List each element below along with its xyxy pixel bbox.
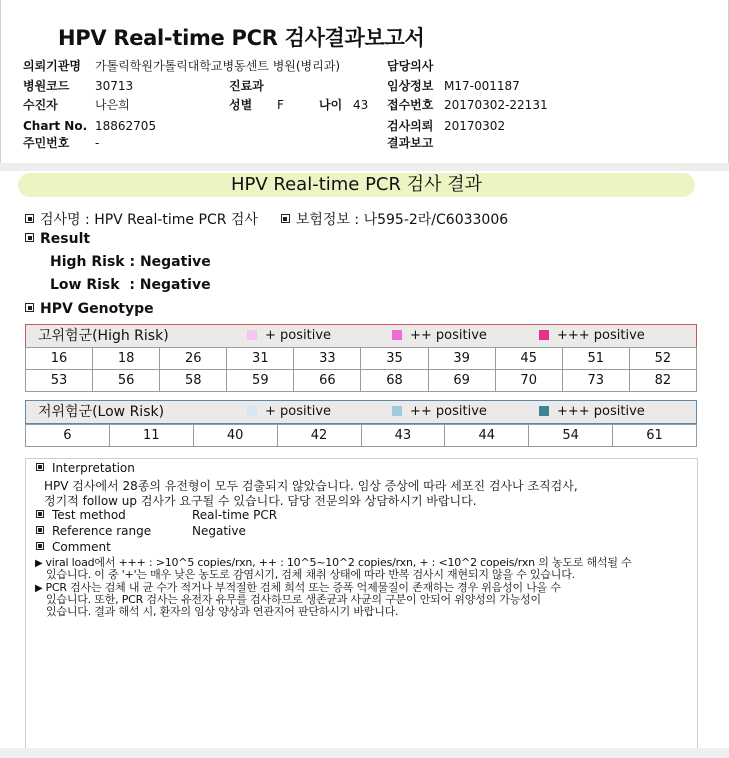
- clinical-info-value: M17-001187: [444, 79, 520, 93]
- test-info-line: [25, 209, 508, 229]
- clinical-info-label: 임상정보: [387, 79, 434, 93]
- bullet-square-icon: [281, 214, 290, 223]
- hospital-code-value: 30713: [95, 79, 134, 93]
- genotype-cell: 82: [629, 370, 696, 392]
- legend-swatch-icon: [539, 330, 549, 340]
- genotype-cell: 56: [93, 370, 160, 392]
- header-row-4: [23, 119, 713, 133]
- table-row: [26, 348, 697, 370]
- low-risk-group-title: 저위험군(Low Risk): [38, 404, 165, 420]
- genotype-cell: 16: [26, 348, 93, 370]
- doctor-label: 담당의사: [387, 59, 434, 73]
- genotype-cell: 33: [294, 348, 361, 370]
- request-date-value: 20170302: [444, 119, 506, 133]
- section-separator: [0, 163, 729, 171]
- low-risk-genotype-table: [25, 424, 697, 447]
- bullet-square-icon: [25, 233, 34, 242]
- comment-heading: Comment: [36, 540, 111, 554]
- high-risk-legend-plusplusplus: +++ positive: [539, 328, 645, 343]
- genotype-cell: 35: [361, 348, 428, 370]
- comment-note-2-cont-1: 있습니다. 또한, PCR 검사는 유전자 유무를 검사하므로 생존균과 사균의 구분이 안되어 위양성의 가능성이: [46, 593, 541, 606]
- high-risk-result: High Risk : Negative: [50, 254, 211, 270]
- genotype-cell: 69: [428, 370, 495, 392]
- legend-swatch-icon: [392, 330, 402, 340]
- comment-note-2-cont-2: 있습니다. 결과 해석 시, 환자의 임상 양상과 연관지어 판단하시기 바랍니다.: [46, 605, 399, 618]
- request-date-label: 검사의뢰: [387, 119, 434, 133]
- age-value: 43: [353, 98, 369, 112]
- genotype-cell: 43: [361, 425, 445, 447]
- insurance-info: 보험정보 : 나595-2라/C6033006: [295, 212, 509, 228]
- genotype-cell: 61: [613, 425, 697, 447]
- genotype-cell: 53: [26, 370, 93, 392]
- genotype-cell: 31: [227, 348, 294, 370]
- chart-value: 18862705: [95, 119, 157, 133]
- reference-range-row: [36, 524, 356, 539]
- table-row: [26, 425, 697, 447]
- result-heading: Result: [25, 231, 90, 247]
- legend-swatch-icon: [392, 406, 402, 416]
- sex-value: F: [277, 98, 284, 112]
- genotype-cell: 18: [93, 348, 160, 370]
- genotype-cell: 40: [193, 425, 277, 447]
- institution-label: 의뢰기관명: [23, 59, 81, 73]
- genotype-cell: 54: [529, 425, 613, 447]
- patient-label: 수진자: [23, 98, 58, 112]
- bullet-square-icon: [25, 303, 34, 312]
- genotype-cell: 11: [109, 425, 193, 447]
- low-risk-legend-plusplusplus: +++ positive: [539, 404, 645, 419]
- test-name: 검사명 : HPV Real-time PCR 검사: [40, 212, 258, 228]
- receipt-value: 20170302-22131: [444, 98, 548, 112]
- bullet-square-icon: [36, 542, 44, 550]
- table-row: [26, 370, 697, 392]
- genotype-cell: 44: [445, 425, 529, 447]
- report-label: 결과보고: [387, 136, 434, 150]
- genotype-cell: 26: [160, 348, 227, 370]
- comment-note-2: ▶ PCR 검사는 검체 내 균 수가 적거나 부적절한 검체 희석 또는 증폭 억제물질이 존재하는 경우 위음성이 나올 수: [35, 581, 561, 594]
- bullet-square-icon: [36, 510, 44, 518]
- department-label: 진료과: [229, 79, 264, 93]
- legend-swatch-icon: [247, 406, 257, 416]
- low-risk-result: Low Risk : Negative: [50, 277, 211, 293]
- genotype-cell: 58: [160, 370, 227, 392]
- result-banner: HPV Real-time PCR 검사 결과: [18, 173, 695, 197]
- genotype-heading: HPV Genotype: [25, 301, 154, 317]
- bullet-square-icon: [36, 463, 44, 471]
- resident-label: 주민번호: [23, 136, 70, 150]
- test-method-row: [36, 508, 356, 523]
- header-row-2: [23, 79, 713, 93]
- genotype-cell: 73: [562, 370, 629, 392]
- genotype-cell: 68: [361, 370, 428, 392]
- genotype-cell: 42: [277, 425, 361, 447]
- genotype-cell: 66: [294, 370, 361, 392]
- high-risk-legend-plusplus: ++ positive: [392, 328, 487, 343]
- header-row-3: [23, 98, 713, 112]
- high-risk-group-title: 고위험군(High Risk): [38, 328, 169, 344]
- triangle-bullet-icon: ▶: [35, 583, 43, 594]
- high-risk-genotype-table: [25, 347, 697, 392]
- sex-label: 성별: [229, 98, 253, 112]
- genotype-cell: 45: [495, 348, 562, 370]
- age-label: 나이: [319, 98, 343, 112]
- test-method-value: Real-time PCR: [192, 508, 278, 522]
- bullet-square-icon: [25, 214, 34, 223]
- genotype-cell: 51: [562, 348, 629, 370]
- interpretation-text-2: 정기적 follow up 검사가 요구될 수 있습니다. 담당 전문의와 상담하시기 바랍니다.: [44, 494, 477, 508]
- receipt-label: 접수번호: [387, 98, 434, 112]
- legend-swatch-icon: [247, 330, 257, 340]
- report-title: HPV Real-time PCR 검사결과보고서: [58, 26, 425, 50]
- high-risk-legend-plus: + positive: [247, 328, 331, 343]
- reference-range-label: Reference range: [52, 524, 152, 538]
- patient-value: 나은희: [95, 98, 130, 112]
- header-row-1: [23, 59, 713, 73]
- triangle-bullet-icon: ▶: [35, 558, 43, 569]
- resident-value: -: [95, 136, 100, 150]
- bullet-square-icon: [36, 526, 44, 534]
- institution-value: 가톨릭학원가톨릭대학교병동센트 병원(병리과): [95, 59, 341, 73]
- chart-label: Chart No.: [23, 119, 88, 133]
- low-risk-legend-plusplus: ++ positive: [392, 404, 487, 419]
- genotype-cell: 39: [428, 348, 495, 370]
- comment-note-1: ▶ viral load에서 +++ : >10^5 copies/rxn, ++ : 10^5~10^2 copies/rxn, + : <10^2 copeis/rxn 의 농도로 해석될 수: [35, 556, 632, 569]
- interpretation-text-1: HPV 검사에서 28종의 유전형이 모두 검출되지 않았습니다. 임상 증상에 따라 세포진 검사나 조직검사,: [44, 479, 578, 493]
- test-method-label: Test method: [52, 508, 126, 522]
- low-risk-legend-plus: + positive: [247, 404, 331, 419]
- genotype-cell: 70: [495, 370, 562, 392]
- comment-note-1-cont: 있습니다. 이 중 '+'는 매우 낮은 농도로 감염시기, 검체 채취 상태에 따라 반복 검사시 재현되지 않을 수 있습니다.: [46, 568, 575, 581]
- bottom-strip: [0, 748, 729, 758]
- header-row-5: [23, 136, 713, 150]
- genotype-cell: 52: [629, 348, 696, 370]
- genotype-cell: 59: [227, 370, 294, 392]
- genotype-cell: 6: [26, 425, 110, 447]
- reference-range-value: Negative: [192, 524, 246, 538]
- interpretation-heading: Interpretation: [36, 461, 135, 475]
- legend-swatch-icon: [539, 406, 549, 416]
- hospital-code-label: 병원코드: [23, 79, 70, 93]
